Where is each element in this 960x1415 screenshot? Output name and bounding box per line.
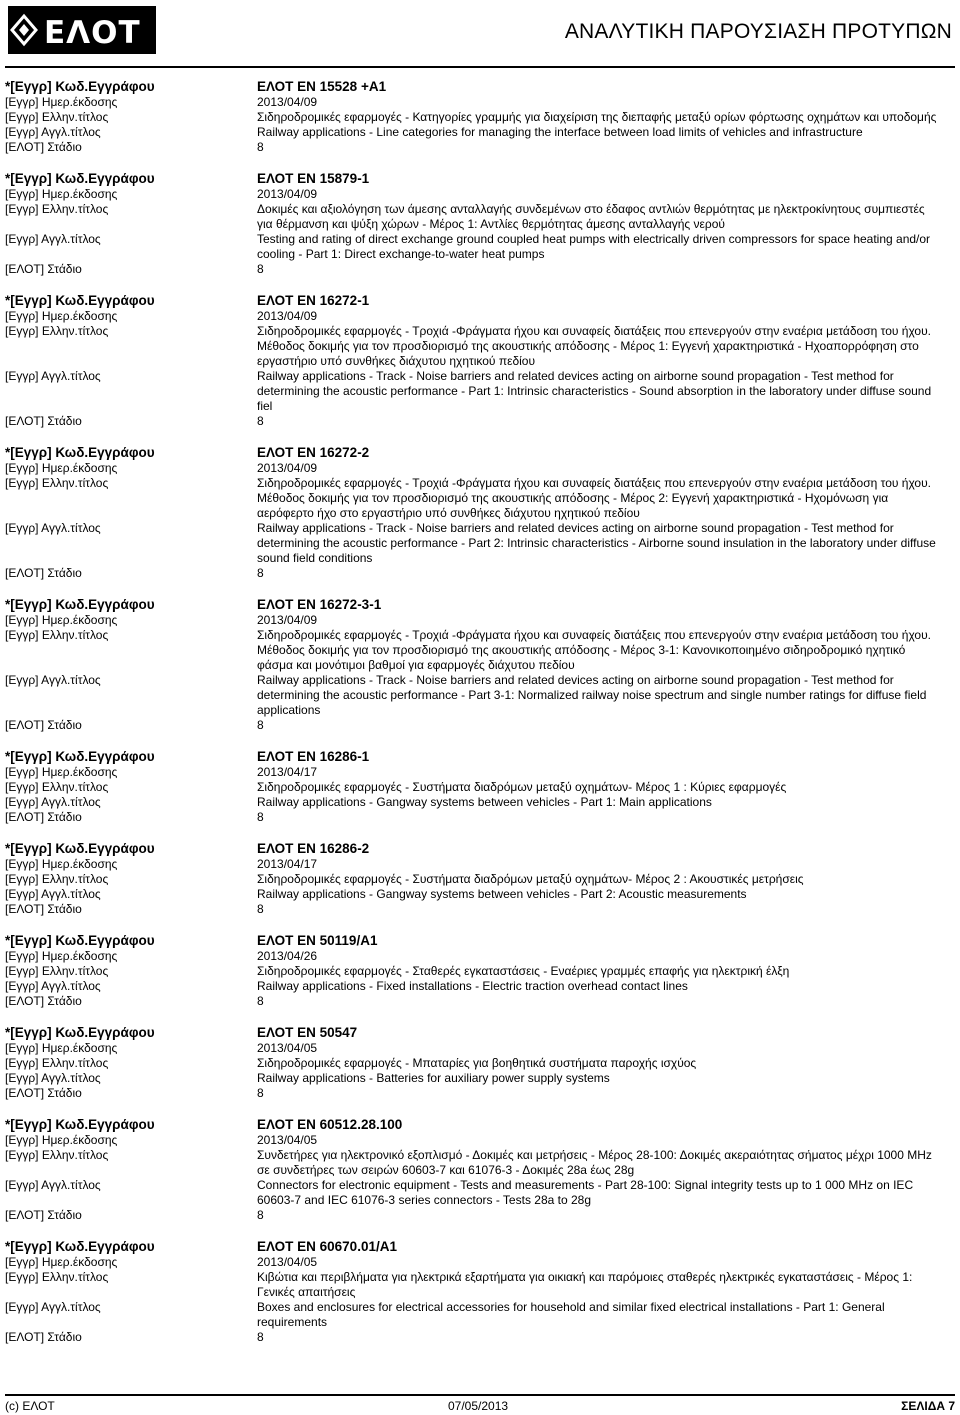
stage-label: [ΕΛΟΤ] Στάδιο	[5, 1086, 82, 1100]
issue-date-row	[5, 613, 955, 628]
footer-page-number: ΣΕΛΙΔΑ 7	[901, 1399, 955, 1413]
english-title-row	[5, 1300, 955, 1330]
document-code-label: *[Εγγρ] Κωδ.Εγγράφου	[5, 293, 155, 308]
stage-row	[5, 414, 955, 429]
issue-date-row	[5, 1255, 955, 1270]
issue-date-label: [Εγγρ] Ημερ.έκδοσης	[5, 1041, 118, 1055]
english-title-label: [Εγγρ] Αγγλ.τίτλος	[5, 673, 101, 687]
english-title-value: Testing and rating of direct exchange ground coupled heat pumps with electrically driven compressors for space heating and/or cooling - Part 1: Direct exchange-to-water heat pumps	[257, 232, 931, 261]
stage-value: 8	[257, 1208, 264, 1222]
issue-date-value: 2013/04/09	[257, 309, 318, 323]
greek-title-label: [Εγγρ] Ελλην.τίτλος	[5, 628, 109, 642]
greek-title-label: [Εγγρ] Ελλην.τίτλος	[5, 1148, 109, 1162]
greek-title-row	[5, 628, 955, 673]
standards-list	[5, 78, 955, 1360]
greek-title-row	[5, 780, 955, 795]
issue-date-row	[5, 309, 955, 324]
english-title-row	[5, 369, 955, 414]
issue-date-label: [Εγγρ] Ημερ.έκδοσης	[5, 461, 118, 475]
stage-label: [ΕΛΟΤ] Στάδιο	[5, 1330, 82, 1344]
document-code-value: ΕΛΟΤ EN 50547	[257, 1025, 358, 1040]
document-code-row	[5, 748, 955, 765]
issue-date-label: [Εγγρ] Ημερ.έκδοσης	[5, 1255, 118, 1269]
stage-row	[5, 566, 955, 581]
header-divider	[5, 66, 955, 68]
document-code-row	[5, 78, 955, 95]
issue-date-value: 2013/04/26	[257, 949, 318, 963]
stage-value: 8	[257, 1330, 264, 1344]
stage-value: 8	[257, 140, 264, 154]
stage-value: 8	[257, 414, 264, 428]
greek-title-value: Σιδηροδρομικές εφαρμογές - Κατηγορίες γραμμής για διαχείριση της διεπαφής μεταξύ ορίων φόρτωσης οχημάτων και υποδομής	[257, 110, 937, 124]
document-code-row	[5, 840, 955, 857]
english-title-value: Boxes and enclosures for electrical accessories for household and similar fixed electrical installations - Part 1: General requirements	[257, 1300, 885, 1329]
english-title-row	[5, 232, 955, 262]
stage-label: [ΕΛΟΤ] Στάδιο	[5, 262, 82, 276]
elot-logo	[8, 6, 156, 54]
issue-date-label: [Εγγρ] Ημερ.έκδοσης	[5, 1133, 118, 1147]
document-code-value: ΕΛΟΤ EN 16286-1	[257, 749, 370, 764]
document-code-row	[5, 444, 955, 461]
english-title-row	[5, 887, 955, 902]
greek-title-row	[5, 872, 955, 887]
document-code-label: *[Εγγρ] Κωδ.Εγγράφου	[5, 841, 155, 856]
standard-record	[5, 170, 955, 277]
english-title-row	[5, 521, 955, 566]
document-code-label: *[Εγγρ] Κωδ.Εγγράφου	[5, 171, 155, 186]
document-code-row	[5, 170, 955, 187]
standard-record	[5, 78, 955, 155]
stage-row	[5, 902, 955, 917]
greek-title-label: [Εγγρ] Ελλην.τίτλος	[5, 872, 109, 886]
english-title-label: [Εγγρ] Αγγλ.τίτλος	[5, 887, 101, 901]
english-title-label: [Εγγρ] Αγγλ.τίτλος	[5, 795, 101, 809]
document-code-label: *[Εγγρ] Κωδ.Εγγράφου	[5, 1117, 155, 1132]
issue-date-label: [Εγγρ] Ημερ.έκδοσης	[5, 309, 118, 323]
greek-title-value: Συνδετήρες για ηλεκτρονικό εξοπλισμό - Δοκιμές και μετρήσεις - Μέρος 28-100: Δοκιμές ακεραιότητας σήματος μέχρι 1000 MHz σε συνδετήρες των σειρών 60603-7 και 61076-3 - Δοκιμές 28a έως 28g	[257, 1148, 932, 1177]
issue-date-label: [Εγγρ] Ημερ.έκδοσης	[5, 857, 118, 871]
document-code-row	[5, 1238, 955, 1255]
issue-date-value: 2013/04/05	[257, 1255, 318, 1269]
standard-record	[5, 596, 955, 733]
svg-text:ΕΛΟΤ: ΕΛΟΤ	[44, 15, 141, 51]
document-code-label: *[Εγγρ] Κωδ.Εγγράφου	[5, 1025, 155, 1040]
issue-date-row	[5, 765, 955, 780]
greek-title-row	[5, 202, 955, 232]
standard-record	[5, 292, 955, 429]
english-title-value: Railway applications - Batteries for auxiliary power supply systems	[257, 1071, 610, 1085]
greek-title-label: [Εγγρ] Ελλην.τίτλος	[5, 202, 109, 216]
document-code-row	[5, 1116, 955, 1133]
stage-row	[5, 1208, 955, 1223]
standard-record	[5, 840, 955, 917]
stage-label: [ΕΛΟΤ] Στάδιο	[5, 718, 82, 732]
issue-date-value: 2013/04/09	[257, 461, 318, 475]
issue-date-label: [Εγγρ] Ημερ.έκδοσης	[5, 613, 118, 627]
standard-record	[5, 444, 955, 581]
stage-value: 8	[257, 810, 264, 824]
issue-date-label: [Εγγρ] Ημερ.έκδοσης	[5, 949, 118, 963]
greek-title-value: Σιδηροδρομικές εφαρμογές - Τροχιά -Φράγματα ήχου και συναφείς διατάξεις που επενεργούν στην εναέρια μετάδοση του ήχου. Μέθοδος δοκιμής για τον προσδιορισμό της ακουστικής απόδοσης - Μέρος 2: Εγγενή χαρακτηριστικά - Ηχομόνωση για αερόφερτο ήχο στο εργαστήριο υπό συνθήκες διάχυτου ηχητικού πεδίου	[257, 476, 931, 520]
english-title-row	[5, 795, 955, 810]
stage-row	[5, 718, 955, 733]
stage-row	[5, 262, 955, 277]
stage-label: [ΕΛΟΤ] Στάδιο	[5, 566, 82, 580]
issue-date-row	[5, 95, 955, 110]
stage-value: 8	[257, 566, 264, 580]
document-code-label: *[Εγγρ] Κωδ.Εγγράφου	[5, 597, 155, 612]
greek-title-row	[5, 964, 955, 979]
issue-date-row	[5, 1133, 955, 1148]
issue-date-label: [Εγγρ] Ημερ.έκδοσης	[5, 765, 118, 779]
document-code-row	[5, 596, 955, 613]
stage-label: [ΕΛΟΤ] Στάδιο	[5, 810, 82, 824]
document-code-value: ΕΛΟΤ EN 60512.28.100	[257, 1117, 403, 1132]
document-code-label: *[Εγγρ] Κωδ.Εγγράφου	[5, 933, 155, 948]
issue-date-value: 2013/04/09	[257, 613, 318, 627]
document-code-label: *[Εγγρ] Κωδ.Εγγράφου	[5, 1239, 155, 1254]
greek-title-value: Κιβώτια και περιβλήματα για ηλεκτρικά εξαρτήματα για οικιακή και παρόμοιες σταθερές ηλεκτρικές εγκαταστάσεις - Μέρος 1: Γενικές απαιτήσεις	[257, 1270, 913, 1299]
document-code-row	[5, 292, 955, 309]
issue-date-value: 2013/04/09	[257, 187, 318, 201]
greek-title-label: [Εγγρ] Ελλην.τίτλος	[5, 780, 109, 794]
greek-title-value: Δοκιμές και αξιολόγηση των άμεσης ανταλλαγής συνδεμένων στο έδαφος αντλιών θερμότητας με ηλεκτροκίνητους συμπιεστές για θέρμανση και ψύξη χώρων - Μέρος 1: Αντλίες θερμότητας άμεσης ανταλλαγής νερού	[257, 202, 925, 231]
issue-date-label: [Εγγρ] Ημερ.έκδοσης	[5, 187, 118, 201]
issue-date-value: 2013/04/05	[257, 1041, 318, 1055]
document-code-label: *[Εγγρ] Κωδ.Εγγράφου	[5, 445, 155, 460]
greek-title-label: [Εγγρ] Ελλην.τίτλος	[5, 1270, 109, 1284]
footer-divider	[5, 1394, 955, 1396]
greek-title-label: [Εγγρ] Ελλην.τίτλος	[5, 964, 109, 978]
greek-title-value: Σιδηροδρομικές εφαρμογές - Τροχιά -Φράγματα ήχου και συναφείς διατάξεις που επενεργούν στην εναέρια μετάδοση του ήχου. Μέθοδος δοκιμής για τον προσδιορισμό της ακουστικής απόδοσης - Μέρος 1: Εγγενή χαρακτηριστικά - Ηχοαπορρόφηση στο εργαστήριο υπό συνθήκες διάχυτου ηχητικού πεδίου	[257, 324, 931, 368]
stage-value: 8	[257, 718, 264, 732]
document-code-value: ΕΛΟΤ EN 16272-3-1	[257, 597, 382, 612]
stage-label: [ΕΛΟΤ] Στάδιο	[5, 140, 82, 154]
issue-date-value: 2013/04/17	[257, 857, 318, 871]
issue-date-row	[5, 857, 955, 872]
greek-title-value: Σιδηροδρομικές εφαρμογές - Σταθερές εγκαταστάσεις - Εναέριες γραμμές επαφής για ηλεκτρική έλξη	[257, 964, 790, 978]
page-title: ΑΝΑΛΥΤΙΚΗ ΠΑΡΟΥΣΙΑΣΗ ΠΡΟΤΥΠΩΝ	[564, 20, 952, 43]
standard-record	[5, 1238, 955, 1345]
english-title-label: [Εγγρ] Αγγλ.τίτλος	[5, 1178, 101, 1192]
greek-title-value: Σιδηροδρομικές εφαρμογές - Μπαταρίες για βοηθητικά συστήματα παροχής ισχύος	[257, 1056, 697, 1070]
standard-record	[5, 932, 955, 1009]
english-title-value: Railway applications - Fixed installations - Electric traction overhead contact lines	[257, 979, 688, 993]
greek-title-value: Σιδηροδρομικές εφαρμογές - Τροχιά -Φράγματα ήχου και συναφείς διατάξεις που επενεργούν στην εναέρια μετάδοση του ήχου. Μέθοδος δοκιμής για τον προσδιορισμό της ακουστικής απόδοσης - Μέρος 3-1: Κανονικοποιημένο σιδηροδρομικό ηχητικό φάσμα και μονότιμοι βαθμοί για εφαρμογές διάχυτου πεδίου	[257, 628, 931, 672]
document-code-label: *[Εγγρ] Κωδ.Εγγράφου	[5, 749, 155, 764]
page-footer	[5, 1399, 955, 1414]
issue-date-row	[5, 1041, 955, 1056]
stage-label: [ΕΛΟΤ] Στάδιο	[5, 902, 82, 916]
document-code-value: ΕΛΟΤ EN 16286-2	[257, 841, 370, 856]
greek-title-row	[5, 110, 955, 125]
greek-title-row	[5, 324, 955, 369]
issue-date-value: 2013/04/05	[257, 1133, 318, 1147]
english-title-value: Connectors for electronic equipment - Tests and measurements - Part 28-100: Signal integrity tests up to 1 000 MHz on IEC 60603-7 and IEC 61076-3 series connectors - Tests 28a to 28g	[257, 1178, 914, 1207]
english-title-value: Railway applications - Track - Noise barriers and related devices acting on airborne sound propagation - Test method for determining the acoustic performance - Part 1: Intrinsic characteristics - Sound absorption in the laboratory under diffuse sound fiel	[257, 369, 932, 413]
english-title-label: [Εγγρ] Αγγλ.τίτλος	[5, 125, 101, 139]
document-code-value: ΕΛΟΤ EN 15879-1	[257, 171, 370, 186]
standard-record	[5, 1024, 955, 1101]
stage-row	[5, 994, 955, 1009]
document-code-value: ΕΛΟΤ EN 16272-1	[257, 293, 370, 308]
stage-row	[5, 1330, 955, 1345]
stage-row	[5, 810, 955, 825]
stage-value: 8	[257, 994, 264, 1008]
issue-date-value: 2013/04/17	[257, 765, 318, 779]
document-code-value: ΕΛΟΤ EN 16272-2	[257, 445, 370, 460]
footer-copyright: (c) ΕΛΟΤ	[5, 1399, 55, 1413]
english-title-row	[5, 1071, 955, 1086]
english-title-row	[5, 125, 955, 140]
document-code-value: ΕΛΟΤ EN 60670.01/A1	[257, 1239, 397, 1254]
stage-value: 8	[257, 262, 264, 276]
english-title-value: Railway applications - Track - Noise barriers and related devices acting on airborne sound propagation - Test method for determining the acoustic performance - Part 2: Intrinsic characteristics - Airborne sound insulation in the laboratory under diffuse sound field conditions	[257, 521, 936, 565]
english-title-value: Railway applications - Line categories for managing the interface between load limits of vehicles and infrastructure	[257, 125, 863, 139]
document-code-label: *[Εγγρ] Κωδ.Εγγράφου	[5, 79, 155, 94]
document-code-row	[5, 932, 955, 949]
stage-label: [ΕΛΟΤ] Στάδιο	[5, 1208, 82, 1222]
english-title-value: Railway applications - Gangway systems between vehicles - Part 1: Main applications	[257, 795, 712, 809]
stage-label: [ΕΛΟΤ] Στάδιο	[5, 414, 82, 428]
footer-date: 07/05/2013	[448, 1399, 509, 1413]
greek-title-row	[5, 1056, 955, 1071]
greek-title-label: [Εγγρ] Ελλην.τίτλος	[5, 324, 109, 338]
standard-record	[5, 1116, 955, 1223]
page-header	[0, 0, 960, 62]
english-title-row	[5, 1178, 955, 1208]
greek-title-value: Σιδηροδρομικές εφαρμογές - Συστήματα διαδρόμων μεταξύ οχημάτων- Μέρος 2 : Ακουστικές μετρήσεις	[257, 872, 804, 886]
english-title-label: [Εγγρ] Αγγλ.τίτλος	[5, 979, 101, 993]
issue-date-row	[5, 949, 955, 964]
issue-date-row	[5, 187, 955, 202]
english-title-value: Railway applications - Track - Noise barriers and related devices acting on airborne sound propagation - Test method for determining the acoustic performance - Part 3-1: Normalized railway noise spectrum and single number ratings for diffuse field applications	[257, 673, 927, 717]
english-title-label: [Εγγρ] Αγγλ.τίτλος	[5, 521, 101, 535]
issue-date-label: [Εγγρ] Ημερ.έκδοσης	[5, 95, 118, 109]
document-code-row	[5, 1024, 955, 1041]
standard-record	[5, 748, 955, 825]
greek-title-label: [Εγγρ] Ελλην.τίτλος	[5, 476, 109, 490]
greek-title-row	[5, 476, 955, 521]
document-code-value: ΕΛΟΤ EN 15528 +A1	[257, 79, 387, 94]
issue-date-row	[5, 461, 955, 476]
english-title-row	[5, 673, 955, 718]
greek-title-label: [Εγγρ] Ελλην.τίτλος	[5, 1056, 109, 1070]
english-title-row	[5, 979, 955, 994]
greek-title-label: [Εγγρ] Ελλην.τίτλος	[5, 110, 109, 124]
stage-label: [ΕΛΟΤ] Στάδιο	[5, 994, 82, 1008]
english-title-label: [Εγγρ] Αγγλ.τίτλος	[5, 232, 101, 246]
issue-date-value: 2013/04/09	[257, 95, 318, 109]
english-title-value: Railway applications - Gangway systems between vehicles - Part 2: Acoustic measurements	[257, 887, 747, 901]
greek-title-row	[5, 1270, 955, 1300]
english-title-label: [Εγγρ] Αγγλ.τίτλος	[5, 1300, 101, 1314]
stage-row	[5, 140, 955, 155]
stage-value: 8	[257, 1086, 264, 1100]
stage-row	[5, 1086, 955, 1101]
greek-title-value: Σιδηροδρομικές εφαρμογές - Συστήματα διαδρόμων μεταξύ οχημάτων- Μέρος 1 : Κύριες εφαρμογές	[257, 780, 787, 794]
greek-title-row	[5, 1148, 955, 1178]
stage-value: 8	[257, 902, 264, 916]
english-title-label: [Εγγρ] Αγγλ.τίτλος	[5, 1071, 101, 1085]
english-title-label: [Εγγρ] Αγγλ.τίτλος	[5, 369, 101, 383]
document-code-value: ΕΛΟΤ EN 50119/A1	[257, 933, 378, 948]
